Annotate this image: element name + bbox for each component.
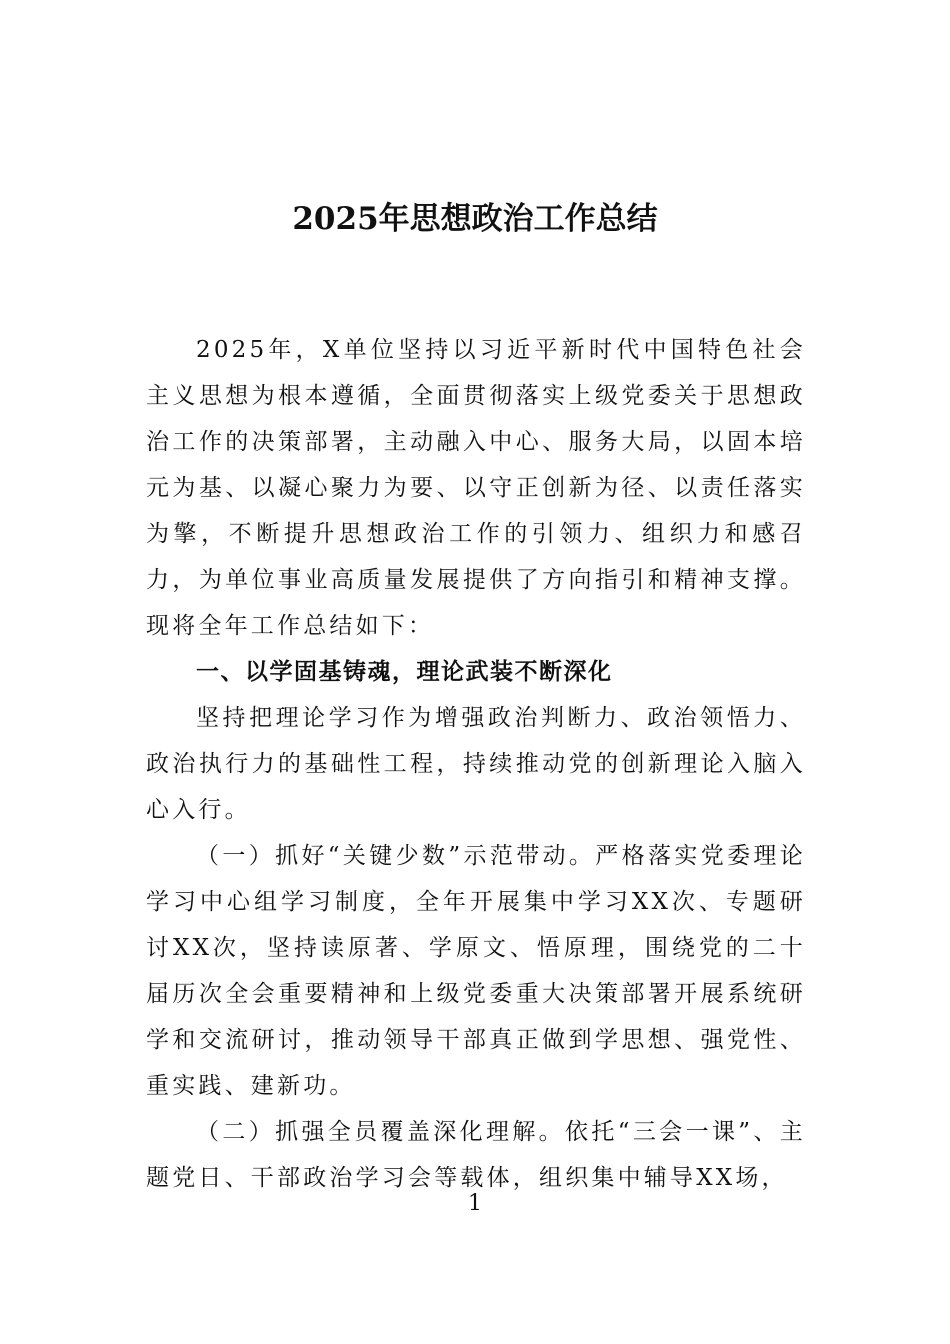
subsection-2-paragraph: （二）抓强全员覆盖深化理解。依托“三会一课”、主题党日、干部政治学习会等载体，组织集中辅导XX场，	[146, 1119, 806, 1191]
intro-paragraph: 2025年，X单位坚持以习近平新时代中国特色社会主义思想为根本遵循，全面贯彻落实上级党委关于思想政治工作的决策部署，主动融入中心、服务大局，以固本培元为基、以凝心聚力为要、以守正创新为径、以责任落实为擎，不断提升思想政治工作的引领力、组织力和感召力，为单位事业高质量发展提供了方向指引和精神支撑。现将全年工作总结如下：	[146, 337, 806, 639]
section-1-intro-paragraph: 坚持把理论学习作为增强政治判断力、政治领悟力、政治执行力的基础性工程，持续推动党的创新理论入脑入心入行。	[146, 705, 806, 823]
subsection-1-paragraph: （一）抓好“关键少数”示范带动。严格落实党委理论学习中心组学习制度，全年开展集中学习XX次、专题研讨XX次，坚持读原著、学原文、悟原理，围绕党的二十届历次全会重要精神和上级党委重大决策部署开展系统研学和交流研讨，推动领导干部真正做到学思想、强党性、重实践、建新功。	[146, 843, 806, 1099]
section-heading-1: 一、以学固基铸魂，理论武装不断深化	[196, 659, 613, 685]
page-number: 1	[468, 1191, 482, 1216]
document-body	[146, 327, 806, 1201]
document-title: 2025年思想政治工作总结	[292, 201, 658, 237]
